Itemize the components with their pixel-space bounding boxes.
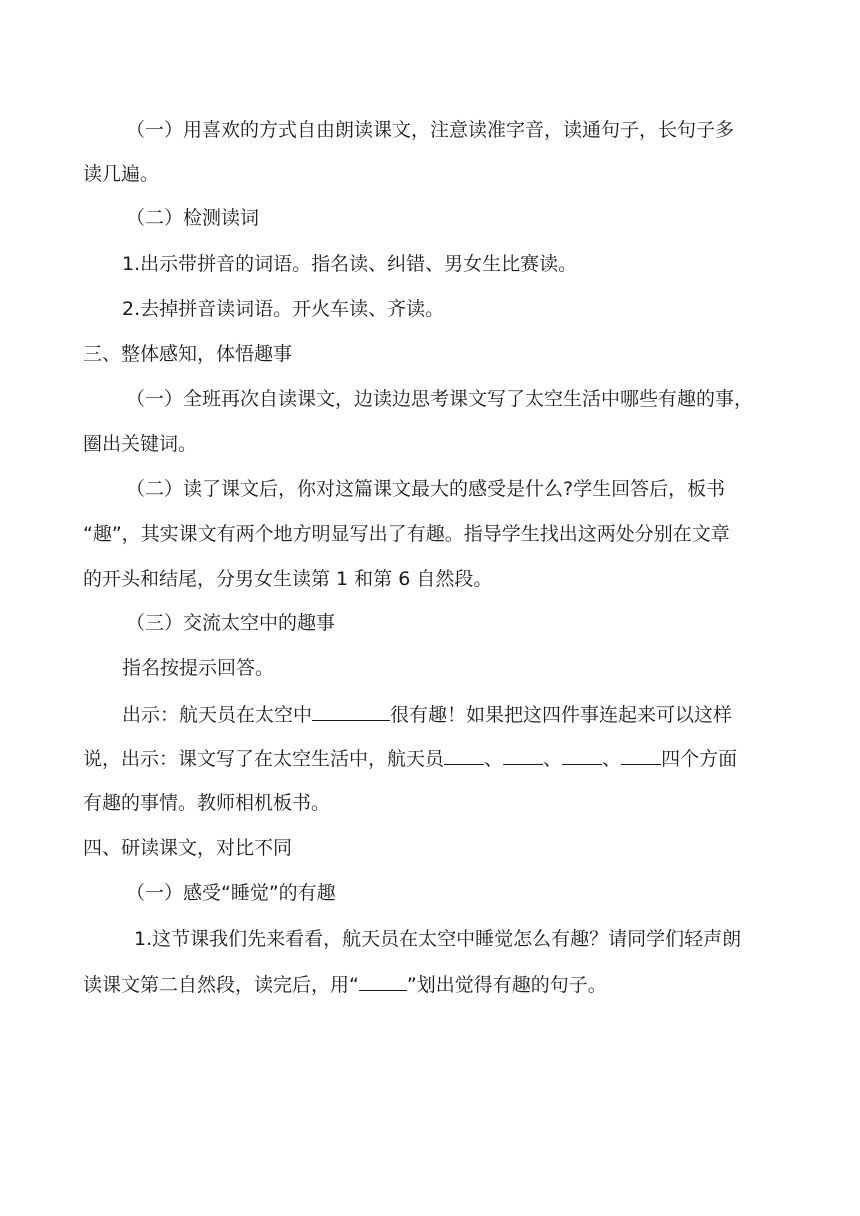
fill-blank bbox=[444, 746, 484, 765]
text: 、 bbox=[602, 748, 622, 770]
paragraph-line bbox=[83, 432, 197, 456]
text: 1.出示带拼音的词语。指名读、纠错、男女生比赛读。 bbox=[122, 253, 578, 275]
paragraph-line bbox=[122, 656, 274, 680]
text: 四、研读课文，对比不同 bbox=[83, 837, 293, 859]
text: （二）检测读词 bbox=[126, 207, 260, 229]
list-item bbox=[122, 297, 444, 321]
paragraph-line bbox=[126, 387, 753, 411]
text: 的开头和结尾，分男女生读第 1 和第 6 自然段。 bbox=[83, 568, 493, 590]
paragraph-line bbox=[83, 162, 159, 186]
text: 说，出示：课文写了在太空生活中，航天员 bbox=[83, 748, 445, 770]
text: 1.这节课我们先来看看，航天员在太空中睡觉怎么有趣？请同学们轻声朗 bbox=[134, 928, 742, 950]
text: “趣”，其实课文有两个地方明显写出了有趣。指导学生找出这两处分别在文章 bbox=[83, 523, 730, 545]
paragraph-line bbox=[126, 477, 725, 501]
text: ”划出觉得有趣的句子。 bbox=[406, 974, 607, 996]
fill-blank bbox=[503, 746, 543, 765]
fill-blank bbox=[621, 746, 661, 765]
text: （一）用喜欢的方式自由朗读课文，注意读准字音，读通句子，长句子多 bbox=[126, 119, 735, 141]
text: 三、整体感知，体悟趣事 bbox=[83, 343, 293, 365]
section-heading bbox=[83, 836, 292, 860]
subheading bbox=[126, 206, 259, 230]
text: 指名按提示回答。 bbox=[122, 657, 275, 679]
fill-blank bbox=[312, 702, 390, 721]
list-item bbox=[122, 252, 577, 276]
list-item bbox=[134, 927, 741, 951]
text: 2.去掉拼音读词语。开火车读、齐读。 bbox=[122, 298, 445, 320]
text: 出示：航天员在太空中 bbox=[122, 704, 313, 726]
text: 圈出关键词。 bbox=[83, 433, 198, 455]
text: 很有趣！如果把这四件事连起来可以这样 bbox=[390, 704, 733, 726]
text: 有趣的事情。教师相机板书。 bbox=[83, 792, 331, 814]
text: （一）全班再次自读课文，边读边思考课文写了太空生活中哪些有趣的事， bbox=[126, 388, 754, 410]
paragraph-line bbox=[83, 746, 737, 770]
paragraph-line bbox=[126, 118, 778, 142]
fill-blank bbox=[359, 972, 407, 991]
text: 读课文第二自然段，读完后，用“ bbox=[83, 974, 359, 996]
fill-blank bbox=[562, 746, 602, 765]
subheading bbox=[126, 611, 335, 635]
text: 、 bbox=[543, 748, 563, 770]
paragraph-line bbox=[83, 972, 607, 996]
text: 、 bbox=[484, 748, 504, 770]
section-heading bbox=[83, 342, 292, 366]
paragraph-line bbox=[122, 702, 732, 726]
text: 四个方面 bbox=[661, 748, 738, 770]
subheading bbox=[126, 881, 336, 905]
text: 读几遍。 bbox=[83, 163, 160, 185]
text: （一）感受“睡觉”的有趣 bbox=[126, 882, 336, 904]
paragraph-line bbox=[83, 791, 330, 815]
paragraph-line bbox=[83, 567, 492, 591]
text: （三）交流太空中的趣事 bbox=[126, 612, 336, 634]
paragraph-line bbox=[83, 522, 730, 546]
text: （二）读了课文后，你对这篇课文最大的感受是什么?学生回答后，板书 bbox=[126, 478, 726, 500]
